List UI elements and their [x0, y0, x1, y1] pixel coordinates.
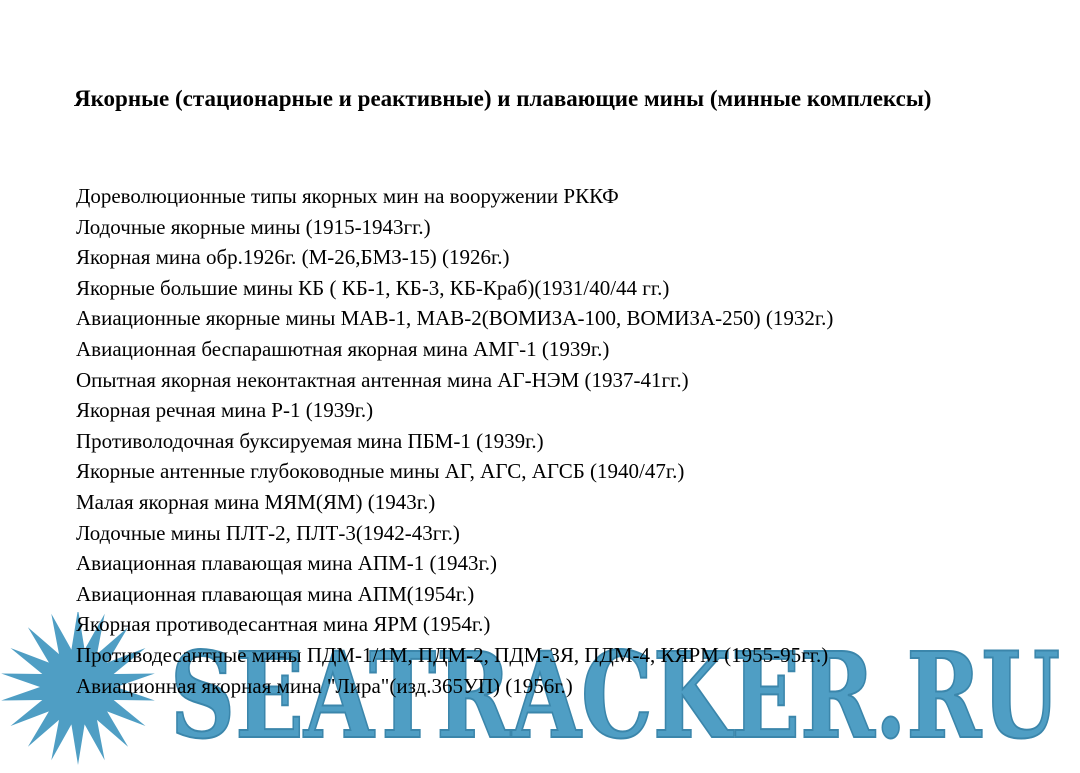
list-item[interactable]: Авиационная плавающая мина АПМ(1954г.) [76, 581, 475, 606]
list-item[interactable]: Малая якорная мина МЯМ(ЯМ) (1943г.) [76, 489, 436, 514]
list-item[interactable]: Лодочные мины ПЛТ-2, ПЛТ-3(1942-43гг.) [76, 520, 460, 545]
list-item[interactable]: Лодочные якорные мины (1915-1943гг.) [76, 214, 431, 239]
list-item[interactable]: Опытная якорная неконтактная антенная мина АГ-НЭМ (1937-41гг.) [76, 367, 689, 392]
page-title: Якорные (стационарные и реактивные) и плавающие мины (минные комплексы) [74, 86, 932, 111]
watermark-text: SEATRACKER.RU [170, 626, 1060, 765]
list-item[interactable]: Авиационные якорные мины МАВ-1, МАВ-2(ВОМИЗА-100, ВОМИЗА-250) (1932г.) [76, 306, 834, 331]
list-item[interactable]: Авиационная беспарашютная якорная мина АМГ-1 (1939г.) [76, 336, 610, 361]
list-item[interactable]: Противодесантные мины ПДМ-1/1М, ПДМ-2, ПДМ-3Я, ПДМ-4, КЯРМ (1955-95гг.) [76, 642, 829, 667]
mine-list [76, 181, 833, 701]
list-item[interactable]: Дореволюционные типы якорных мин на вооружении РККФ [76, 184, 619, 208]
list-item[interactable]: Якорные большие мины КБ ( КБ-1, КБ-3, КБ-Краб)(1931/40/44 гг.) [76, 275, 670, 300]
list-item[interactable]: Авиационная якорная мина "Лира"(изд.365УП) (1956г.) [76, 673, 573, 698]
list-item[interactable]: Якорные антенные глубоководные мины АГ, АГС, АГСБ (1940/47г.) [76, 459, 685, 484]
list-item[interactable]: Якорная мина обр.1926г. (М-26,БМЗ-15) (1926г.) [76, 245, 510, 270]
list-item[interactable]: Противолодочная буксируемая мина ПБМ-1 (1939г.) [76, 428, 544, 453]
list-item[interactable]: Авиационная плавающая мина АПМ-1 (1943г.) [76, 551, 497, 576]
list-item[interactable]: Якорная противодесантная мина ЯРМ (1954г.) [76, 612, 491, 637]
list-item[interactable]: Якорная речная мина Р-1 (1939г.) [76, 398, 374, 423]
